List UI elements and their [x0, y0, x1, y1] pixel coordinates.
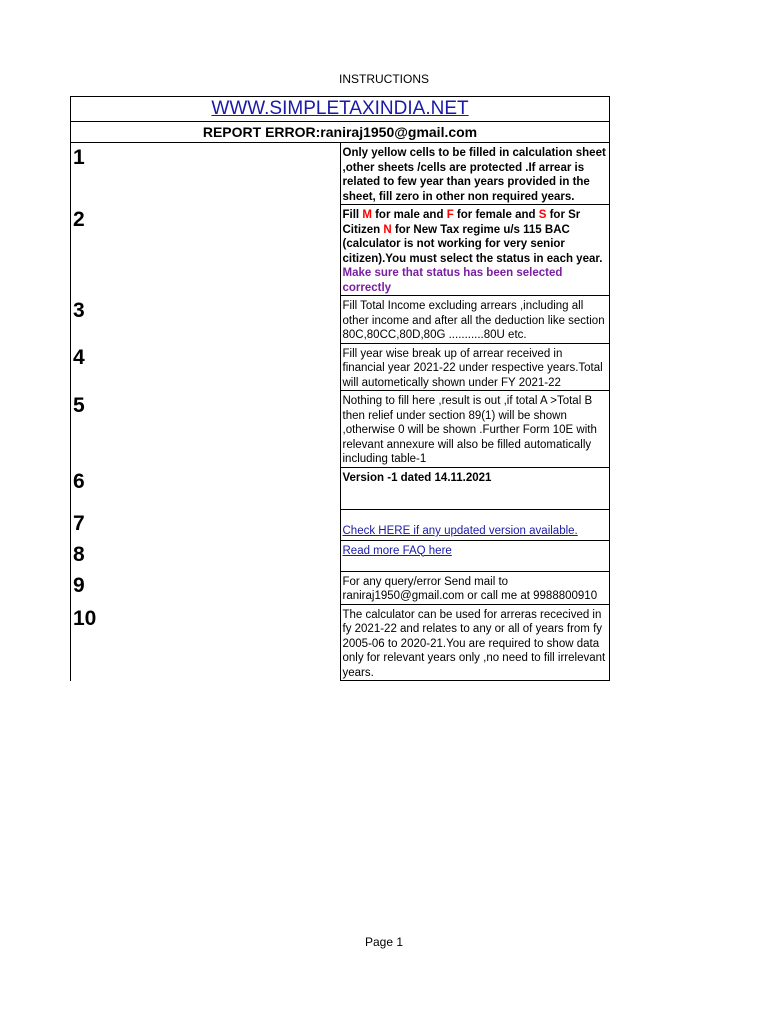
report-error-cell: REPORT ERROR:raniraj1950@gmail.com — [71, 122, 610, 143]
row-number: 7 — [71, 509, 341, 540]
instruction-row-6 — [71, 467, 610, 509]
report-row — [71, 122, 610, 143]
instruction-text: For any query/error Send mail to raniraj1950@gmail.com or call me at 9988800910 — [340, 571, 610, 604]
title-cell — [71, 97, 610, 122]
instruction-row-10 — [71, 604, 610, 681]
instruction-text: Fill year wise break up of arrear received in financial year 2021-22 under respective years.Total will autometically shown under FY 2021-22 — [340, 343, 610, 391]
row-number: 8 — [71, 540, 341, 571]
instruction-text: Only yellow cells to be filled in calculation sheet ,other sheets /cells are protected .If arrear is related to few year than years provided in the sheet, fill zero in other non required years. — [340, 143, 610, 205]
instruction-row-8 — [71, 540, 610, 571]
instruction-text: Nothing to fill here ,result is out ,if total A >Total B then relief under section 89(1) will be shown ,otherwise 0 will be shown .Further Form 10E with relevant annexure will also be filled automatically including table-1 — [340, 391, 610, 468]
title-row — [71, 97, 610, 122]
row-number: 10 — [71, 604, 341, 681]
text-part: for Sr Citizen — [342, 209, 581, 236]
senior-code: S — [538, 209, 547, 221]
instructions-table — [70, 96, 610, 681]
row-number: 6 — [71, 467, 341, 509]
page-number: Page 1 — [364, 935, 404, 949]
status-note: Make sure that status has been selected correctly — [342, 267, 563, 294]
instruction-text: The calculator can be used for arreras rececived in fy 2021-22 and relates to any or all of years from fy 2005-06 to 2020-21.You are required to show data only for relevant years only ,no need to fill irrelevant years. — [340, 604, 610, 681]
text-part: Fill — [342, 209, 363, 221]
instruction-row-3 — [71, 296, 610, 344]
text-part: for male and — [371, 209, 447, 221]
instruction-text: Version -1 dated 14.11.2021 — [340, 467, 610, 509]
row-number: 1 — [71, 143, 341, 205]
row-number: 3 — [71, 296, 341, 344]
male-code: M — [362, 209, 372, 221]
instruction-row-9 — [71, 571, 610, 604]
text-part: for New Tax regime u/s 115 BAC (calculator is not working for very senior citizen).You must select the status in each year. — [342, 223, 603, 265]
text-part: for female and — [453, 209, 539, 221]
row-number: 9 — [71, 571, 341, 604]
instruction-text — [340, 509, 610, 540]
instruction-text — [340, 205, 610, 296]
website-link[interactable]: WWW.SIMPLETAXINDIA.NET — [211, 98, 469, 119]
instruction-row-7 — [71, 509, 610, 540]
row-number: 4 — [71, 343, 341, 391]
faq-link[interactable]: Read more FAQ here — [342, 544, 452, 557]
instruction-row-1 — [71, 143, 610, 205]
instruction-row-4 — [71, 343, 610, 391]
instruction-row-2 — [71, 205, 610, 296]
new-regime-code: N — [383, 223, 392, 236]
instructions-heading: INSTRUCTIONS — [339, 72, 429, 86]
row-number: 5 — [71, 391, 341, 468]
instruction-text — [340, 540, 610, 571]
row-number: 2 — [71, 205, 341, 296]
instruction-text: Fill Total Income excluding arrears ,including all other income and after all the deduction like section 80C,80CC,80D,80G ...........80U etc. — [340, 296, 610, 344]
instruction-row-5 — [71, 391, 610, 468]
update-check-link[interactable]: Check HERE if any updated version available. — [342, 525, 578, 537]
female-code: F — [446, 209, 454, 221]
